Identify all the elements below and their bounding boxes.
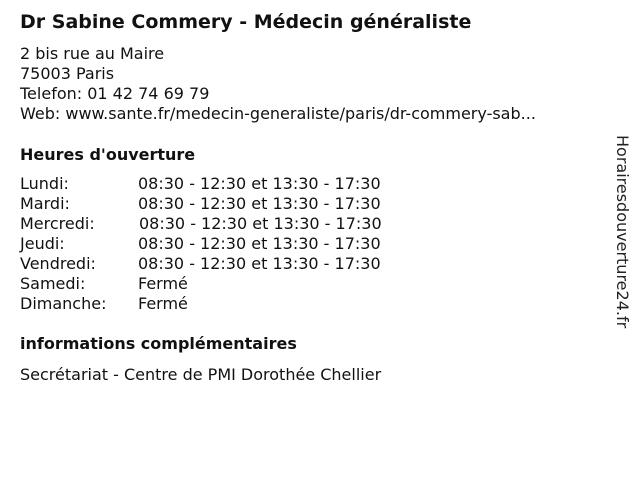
day-label: Samedi: (20, 274, 86, 293)
additional-info-heading: informations complémentaires (20, 334, 297, 353)
page-title: Dr Sabine Commery - Médecin généraliste (20, 11, 472, 33)
additional-info-text: Secrétariat - Centre de PMI Dorothée Chellier (20, 365, 382, 384)
day-label: Dimanche: (20, 294, 107, 313)
phone-number[interactable]: Telefon: 01 42 74 69 79 (20, 84, 210, 103)
brand-label: Horairesdouverture24.fr (613, 135, 632, 329)
time-value: Fermé (138, 274, 188, 293)
city-postcode: 75003 Paris (20, 64, 115, 83)
time-value: 08:30 - 12:30 et 13:30 - 17:30 (138, 194, 381, 213)
day-label: Jeudi: (20, 234, 65, 253)
brand-watermark (613, 135, 640, 345)
day-label: Vendredi: (20, 254, 96, 273)
address-block (20, 44, 536, 124)
time-value: 08:30 - 12:30 et 13:30 - 17:30 (138, 174, 381, 193)
opening-hours-heading: Heures d'ouverture (20, 145, 196, 164)
day-label: Mercredi: (20, 214, 95, 233)
time-value: 08:30 - 12:30 et 13:30 - 17:30 (139, 214, 382, 233)
time-value: 08:30 - 12:30 et 13:30 - 17:30 (138, 234, 381, 253)
day-label: Lundi: (20, 174, 69, 193)
street-address: 2 bis rue au Maire (20, 44, 165, 63)
time-value: Fermé (138, 294, 188, 313)
website-link[interactable]: Web: www.sante.fr/medecin-generaliste/paris/dr-commery-sab... (20, 104, 536, 123)
day-label: Mardi: (20, 194, 70, 213)
time-value: 08:30 - 12:30 et 13:30 - 17:30 (138, 254, 381, 273)
